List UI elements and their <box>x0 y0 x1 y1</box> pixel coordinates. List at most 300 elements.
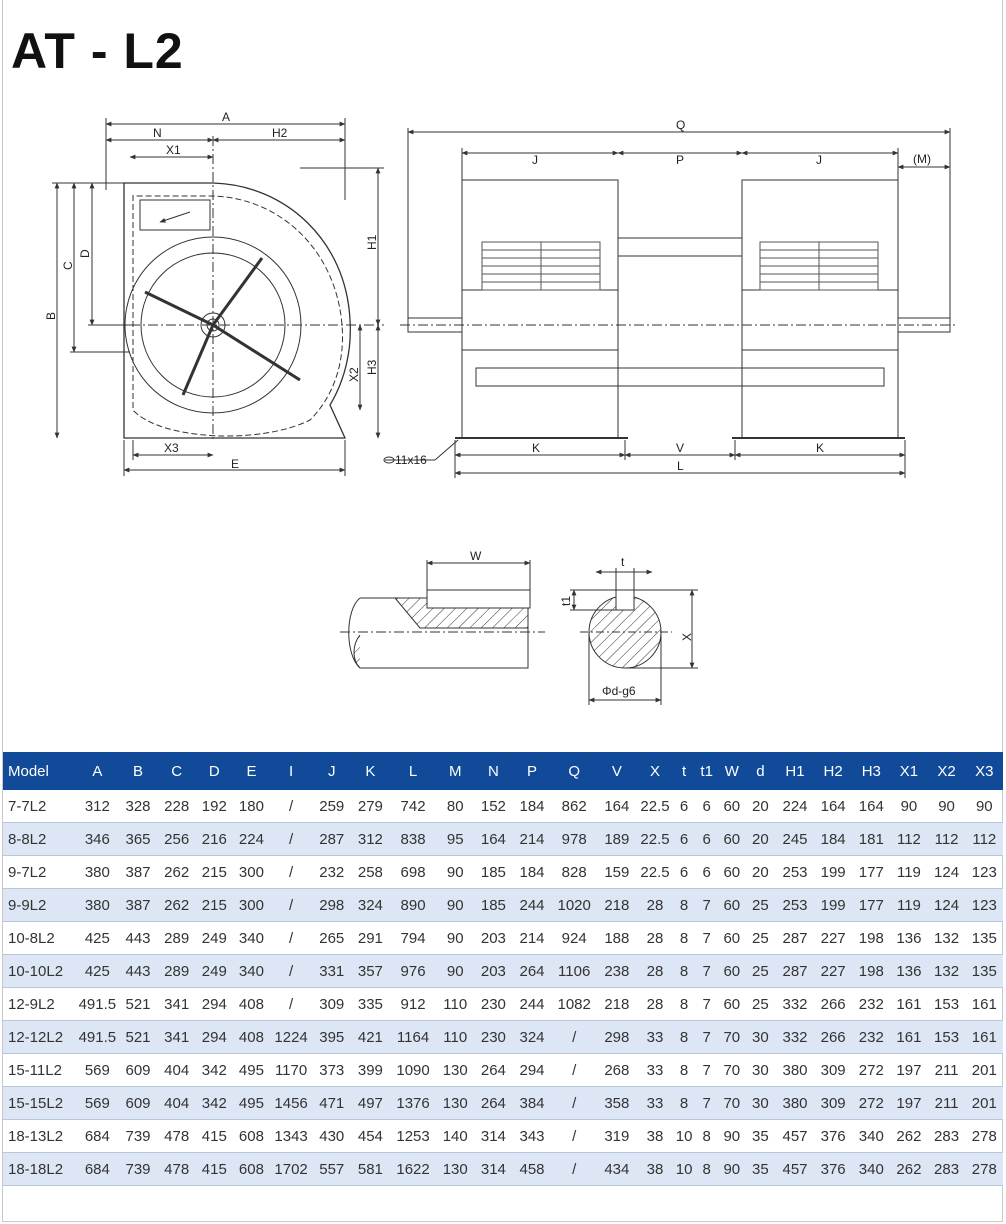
svg-text:A: A <box>222 110 231 124</box>
table-cell: 609 <box>118 1087 157 1120</box>
column-header: Model <box>3 752 76 790</box>
column-header: t1 <box>695 752 719 790</box>
svg-text:X1: X1 <box>166 143 181 157</box>
table-cell: 198 <box>852 922 890 955</box>
table-cell: 298 <box>597 1021 636 1054</box>
table-cell: 211 <box>928 1087 966 1120</box>
table-cell: 135 <box>966 922 1003 955</box>
table-cell: 890 <box>389 889 436 922</box>
table-cell: 314 <box>474 1153 513 1186</box>
table-cell: 491.5 <box>76 1021 118 1054</box>
table-cell: / <box>551 1054 597 1087</box>
svg-text:H2: H2 <box>272 126 288 140</box>
table-cell: 181 <box>852 823 890 856</box>
table-row <box>3 1087 1003 1120</box>
column-header: E <box>233 752 270 790</box>
table-cell: 232 <box>852 988 890 1021</box>
table-cell: 272 <box>852 1054 890 1087</box>
table-cell: 404 <box>158 1054 196 1087</box>
table-cell: 8 <box>695 1120 719 1153</box>
table-cell: 35 <box>745 1153 776 1186</box>
table-cell: 124 <box>928 889 966 922</box>
table-cell: 443 <box>118 955 157 988</box>
column-header: t <box>674 752 695 790</box>
table-cell: 199 <box>814 889 852 922</box>
table-cell: 203 <box>474 922 513 955</box>
table-cell: 312 <box>76 790 118 823</box>
table-cell: 180 <box>233 790 270 823</box>
model-cell: 10-8L2 <box>3 922 76 955</box>
table-cell: 38 <box>636 1120 673 1153</box>
table-cell: 739 <box>118 1120 157 1153</box>
table-cell: 123 <box>966 856 1003 889</box>
table-cell: 90 <box>719 1153 745 1186</box>
table-cell: 7 <box>695 1087 719 1120</box>
table-row <box>3 889 1003 922</box>
table-cell: 346 <box>76 823 118 856</box>
table-cell: 415 <box>196 1153 233 1186</box>
table-cell: 214 <box>513 922 551 955</box>
table-cell: 425 <box>76 922 118 955</box>
table-cell: 164 <box>474 823 513 856</box>
table-cell: 408 <box>233 988 270 1021</box>
svg-text:11x16: 11x16 <box>395 453 427 467</box>
table-cell: 1170 <box>270 1054 312 1087</box>
table-cell: 253 <box>776 856 814 889</box>
dimension-table <box>3 752 1003 1186</box>
table-cell: / <box>551 1153 597 1186</box>
table-row <box>3 988 1003 1021</box>
table-cell: 244 <box>513 889 551 922</box>
svg-text:E: E <box>231 457 240 471</box>
column-header: W <box>719 752 745 790</box>
table-cell: 33 <box>636 1021 673 1054</box>
table-cell: 430 <box>312 1120 351 1153</box>
model-cell: 15-11L2 <box>3 1054 76 1087</box>
table-cell: 258 <box>351 856 389 889</box>
table-row <box>3 922 1003 955</box>
table-cell: 976 <box>389 955 436 988</box>
table-cell: 70 <box>719 1021 745 1054</box>
table-cell: 136 <box>890 922 927 955</box>
table-cell: 828 <box>551 856 597 889</box>
table-cell: 1106 <box>551 955 597 988</box>
table-cell: 60 <box>719 790 745 823</box>
table-cell: 215 <box>196 889 233 922</box>
table-cell: 312 <box>351 823 389 856</box>
table-cell: 684 <box>76 1120 118 1153</box>
table-cell: 238 <box>597 955 636 988</box>
table-cell: 184 <box>513 856 551 889</box>
model-cell: 8-8L2 <box>3 823 76 856</box>
table-cell: 569 <box>76 1054 118 1087</box>
table-cell: 216 <box>196 823 233 856</box>
table-cell: 259 <box>312 790 351 823</box>
column-header: d <box>745 752 776 790</box>
model-cell: 12-9L2 <box>3 988 76 1021</box>
table-cell: 434 <box>597 1153 636 1186</box>
table-cell: 262 <box>158 856 196 889</box>
table-cell: 357 <box>351 955 389 988</box>
table-cell: 340 <box>233 922 270 955</box>
table-cell: 278 <box>966 1120 1003 1153</box>
svg-text:K: K <box>816 441 825 455</box>
column-header: Q <box>551 752 597 790</box>
column-header: P <box>513 752 551 790</box>
table-cell: 33 <box>636 1087 673 1120</box>
table-cell: / <box>551 1120 597 1153</box>
table-cell: 521 <box>118 988 157 1021</box>
table-cell: 60 <box>719 922 745 955</box>
table-cell: 90 <box>437 955 474 988</box>
table-cell: 495 <box>233 1087 270 1120</box>
table-cell: / <box>551 1021 597 1054</box>
table-cell: 300 <box>233 889 270 922</box>
table-cell: 8 <box>695 1153 719 1186</box>
table-cell: 521 <box>118 1021 157 1054</box>
table-cell: 7 <box>695 922 719 955</box>
table-cell: 224 <box>776 790 814 823</box>
table-cell: 198 <box>852 955 890 988</box>
table-cell: 698 <box>389 856 436 889</box>
table-cell: 331 <box>312 955 351 988</box>
table-cell: 340 <box>233 955 270 988</box>
table-cell: 35 <box>745 1120 776 1153</box>
table-cell: 1702 <box>270 1153 312 1186</box>
column-header: A <box>76 752 118 790</box>
table-cell: 262 <box>890 1120 927 1153</box>
table-cell: 421 <box>351 1021 389 1054</box>
table-cell: 340 <box>852 1153 890 1186</box>
table-row <box>3 955 1003 988</box>
table-cell: 185 <box>474 856 513 889</box>
table-cell: 358 <box>597 1087 636 1120</box>
table-cell: 8 <box>674 1087 695 1120</box>
table-cell: / <box>270 856 312 889</box>
table-cell: 262 <box>890 1153 927 1186</box>
column-header: B <box>118 752 157 790</box>
table-cell: 608 <box>233 1153 270 1186</box>
svg-text:D: D <box>78 249 92 258</box>
svg-text:C: C <box>61 261 75 270</box>
table-cell: 90 <box>437 889 474 922</box>
table-cell: 376 <box>814 1153 852 1186</box>
table-cell: 268 <box>597 1054 636 1087</box>
table-cell: 38 <box>636 1153 673 1186</box>
table-row <box>3 823 1003 856</box>
table-cell: 25 <box>745 988 776 1021</box>
table-cell: 342 <box>196 1087 233 1120</box>
table-cell: 279 <box>351 790 389 823</box>
table-cell: 1224 <box>270 1021 312 1054</box>
table-cell: 978 <box>551 823 597 856</box>
table-cell: 119 <box>890 856 927 889</box>
table-row <box>3 1120 1003 1153</box>
table-cell: 90 <box>928 790 966 823</box>
table-cell: 294 <box>513 1054 551 1087</box>
table-cell: 159 <box>597 856 636 889</box>
table-cell: 262 <box>158 889 196 922</box>
table-cell: 1020 <box>551 889 597 922</box>
table-cell: 278 <box>966 1153 1003 1186</box>
table-cell: 266 <box>814 1021 852 1054</box>
table-cell: 794 <box>389 922 436 955</box>
table-cell: 90 <box>966 790 1003 823</box>
table-cell: 112 <box>966 823 1003 856</box>
model-cell: 12-12L2 <box>3 1021 76 1054</box>
table-cell: 230 <box>474 1021 513 1054</box>
svg-text:L: L <box>677 459 684 473</box>
table-cell: 211 <box>928 1054 966 1087</box>
table-cell: 22.5 <box>636 823 673 856</box>
model-cell: 7-7L2 <box>3 790 76 823</box>
table-cell: 7 <box>695 955 719 988</box>
table-cell: 177 <box>852 856 890 889</box>
table-cell: 10 <box>674 1153 695 1186</box>
table-cell: 253 <box>776 889 814 922</box>
table-cell: 266 <box>814 988 852 1021</box>
table-cell: 6 <box>695 823 719 856</box>
table-cell: 161 <box>966 1021 1003 1054</box>
table-cell: 161 <box>890 988 927 1021</box>
table-cell: 491.5 <box>76 988 118 1021</box>
model-cell: 10-10L2 <box>3 955 76 988</box>
table-cell: 283 <box>928 1120 966 1153</box>
table-cell: 7 <box>695 1021 719 1054</box>
table-cell: 289 <box>158 922 196 955</box>
table-row <box>3 1021 1003 1054</box>
table-cell: 185 <box>474 889 513 922</box>
table-cell: 70 <box>719 1054 745 1087</box>
table-cell: 201 <box>966 1087 1003 1120</box>
table-cell: 457 <box>776 1120 814 1153</box>
column-header: I <box>270 752 312 790</box>
column-header: X2 <box>928 752 966 790</box>
table-cell: 289 <box>158 955 196 988</box>
table-cell: 132 <box>928 955 966 988</box>
table-cell: 6 <box>695 856 719 889</box>
table-cell: 80 <box>437 790 474 823</box>
table-cell: 228 <box>158 790 196 823</box>
column-header: N <box>474 752 513 790</box>
table-cell: 110 <box>437 1021 474 1054</box>
table-cell: / <box>551 1087 597 1120</box>
table-cell: 1090 <box>389 1054 436 1087</box>
table-cell: 8 <box>674 889 695 922</box>
table-cell: 6 <box>674 856 695 889</box>
table-cell: 249 <box>196 955 233 988</box>
table-cell: 425 <box>76 955 118 988</box>
table-cell: 232 <box>312 856 351 889</box>
table-cell: 8 <box>674 1054 695 1087</box>
table-cell: 28 <box>636 988 673 1021</box>
table-cell: 380 <box>776 1087 814 1120</box>
table-cell: 324 <box>513 1021 551 1054</box>
table-cell: 557 <box>312 1153 351 1186</box>
table-cell: 495 <box>233 1054 270 1087</box>
table-cell: 192 <box>196 790 233 823</box>
table-row <box>3 1153 1003 1186</box>
table-cell: 365 <box>118 823 157 856</box>
table-cell: 443 <box>118 922 157 955</box>
table-cell: 214 <box>513 823 551 856</box>
table-cell: 380 <box>76 856 118 889</box>
svg-text:P: P <box>676 153 685 167</box>
svg-text:W: W <box>470 549 482 563</box>
table-cell: 1622 <box>389 1153 436 1186</box>
column-header: D <box>196 752 233 790</box>
model-cell: 15-15L2 <box>3 1087 76 1120</box>
table-cell: 8 <box>674 922 695 955</box>
table-cell: 218 <box>597 889 636 922</box>
table-cell: / <box>270 988 312 1021</box>
table-cell: 457 <box>776 1153 814 1186</box>
table-cell: 341 <box>158 1021 196 1054</box>
table-cell: 684 <box>76 1153 118 1186</box>
column-header: H3 <box>852 752 890 790</box>
table-cell: 90 <box>437 856 474 889</box>
table-cell: 373 <box>312 1054 351 1087</box>
table-cell: 153 <box>928 988 966 1021</box>
table-cell: 415 <box>196 1120 233 1153</box>
table-cell: 135 <box>966 955 1003 988</box>
table-cell: 912 <box>389 988 436 1021</box>
table-cell: 197 <box>890 1054 927 1087</box>
svg-text:Q: Q <box>676 118 686 132</box>
model-cell: 18-13L2 <box>3 1120 76 1153</box>
table-cell: 70 <box>719 1087 745 1120</box>
column-header: K <box>351 752 389 790</box>
table-cell: 249 <box>196 922 233 955</box>
side-view <box>52 118 384 476</box>
table-cell: 201 <box>966 1054 1003 1087</box>
table-cell: 1456 <box>270 1087 312 1120</box>
table-cell: 478 <box>158 1153 196 1186</box>
svg-text:t: t <box>621 555 625 569</box>
table-cell: 384 <box>513 1087 551 1120</box>
table-cell: 332 <box>776 988 814 1021</box>
front-view-labels <box>395 118 931 473</box>
svg-text:X2: X2 <box>347 367 361 382</box>
table-cell: 335 <box>351 988 389 1021</box>
table-cell: 22.5 <box>636 856 673 889</box>
table-cell: 60 <box>719 988 745 1021</box>
table-cell: 454 <box>351 1120 389 1153</box>
table-cell: 309 <box>312 988 351 1021</box>
table-cell: 300 <box>233 856 270 889</box>
table-cell: 189 <box>597 823 636 856</box>
table-cell: 742 <box>389 790 436 823</box>
table-cell: 294 <box>196 988 233 1021</box>
table-cell: 10 <box>674 1120 695 1153</box>
shaft-detail <box>340 560 698 705</box>
table-cell: 95 <box>437 823 474 856</box>
table-cell: 28 <box>636 955 673 988</box>
table-cell: 244 <box>513 988 551 1021</box>
table-cell: 203 <box>474 955 513 988</box>
table-cell: 342 <box>196 1054 233 1087</box>
table-cell: 30 <box>745 1021 776 1054</box>
table-cell: 184 <box>513 790 551 823</box>
table-cell: 7 <box>695 988 719 1021</box>
svg-text:H1: H1 <box>365 234 379 250</box>
table-cell: 90 <box>437 922 474 955</box>
table-cell: 264 <box>474 1087 513 1120</box>
table-cell: 20 <box>745 823 776 856</box>
table-cell: 130 <box>437 1054 474 1087</box>
table-cell: 387 <box>118 856 157 889</box>
table-cell: 380 <box>776 1054 814 1087</box>
column-header: J <box>312 752 351 790</box>
table-cell: 90 <box>719 1120 745 1153</box>
column-header: C <box>158 752 196 790</box>
table-cell: 227 <box>814 922 852 955</box>
table-cell: 283 <box>928 1153 966 1186</box>
table-cell: 319 <box>597 1120 636 1153</box>
table-cell: 124 <box>928 856 966 889</box>
table-cell: 387 <box>118 889 157 922</box>
table-row <box>3 856 1003 889</box>
table-cell: 309 <box>814 1087 852 1120</box>
svg-text:Φd-g6: Φd-g6 <box>602 684 636 698</box>
table-cell: 1164 <box>389 1021 436 1054</box>
table-cell: 739 <box>118 1153 157 1186</box>
table-cell: 404 <box>158 1087 196 1120</box>
table-cell: 8 <box>674 1021 695 1054</box>
table-cell: 130 <box>437 1087 474 1120</box>
table-cell: 458 <box>513 1153 551 1186</box>
table-cell: 287 <box>312 823 351 856</box>
table-cell: 119 <box>890 889 927 922</box>
table-cell: 309 <box>814 1054 852 1087</box>
table-cell: 399 <box>351 1054 389 1087</box>
table-cell: 608 <box>233 1120 270 1153</box>
table-cell: / <box>270 889 312 922</box>
table-cell: 324 <box>351 889 389 922</box>
table-cell: 1343 <box>270 1120 312 1153</box>
column-header: X <box>636 752 673 790</box>
svg-text:V: V <box>676 441 685 455</box>
table-cell: 123 <box>966 889 1003 922</box>
table-cell: 8 <box>674 988 695 1021</box>
table-cell: 218 <box>597 988 636 1021</box>
table-cell: 130 <box>437 1153 474 1186</box>
table-cell: 112 <box>928 823 966 856</box>
table-cell: 152 <box>474 790 513 823</box>
table-cell: 25 <box>745 955 776 988</box>
column-header: L <box>389 752 436 790</box>
svg-text:B: B <box>44 311 58 320</box>
side-view-labels <box>44 110 379 471</box>
table-cell: 272 <box>852 1087 890 1120</box>
table-cell: 8 <box>674 955 695 988</box>
svg-text:J: J <box>532 153 538 167</box>
table-cell: 199 <box>814 856 852 889</box>
table-cell: / <box>270 790 312 823</box>
table-cell: 1253 <box>389 1120 436 1153</box>
table-cell: 380 <box>76 889 118 922</box>
table-cell: 6 <box>674 823 695 856</box>
table-cell: 1082 <box>551 988 597 1021</box>
column-header: X3 <box>966 752 1003 790</box>
table-cell: 1376 <box>389 1087 436 1120</box>
table-cell: 294 <box>196 1021 233 1054</box>
table-cell: 609 <box>118 1054 157 1087</box>
table-cell: 22.5 <box>636 790 673 823</box>
column-header: H2 <box>814 752 852 790</box>
table-cell: 862 <box>551 790 597 823</box>
table-row <box>3 1054 1003 1087</box>
